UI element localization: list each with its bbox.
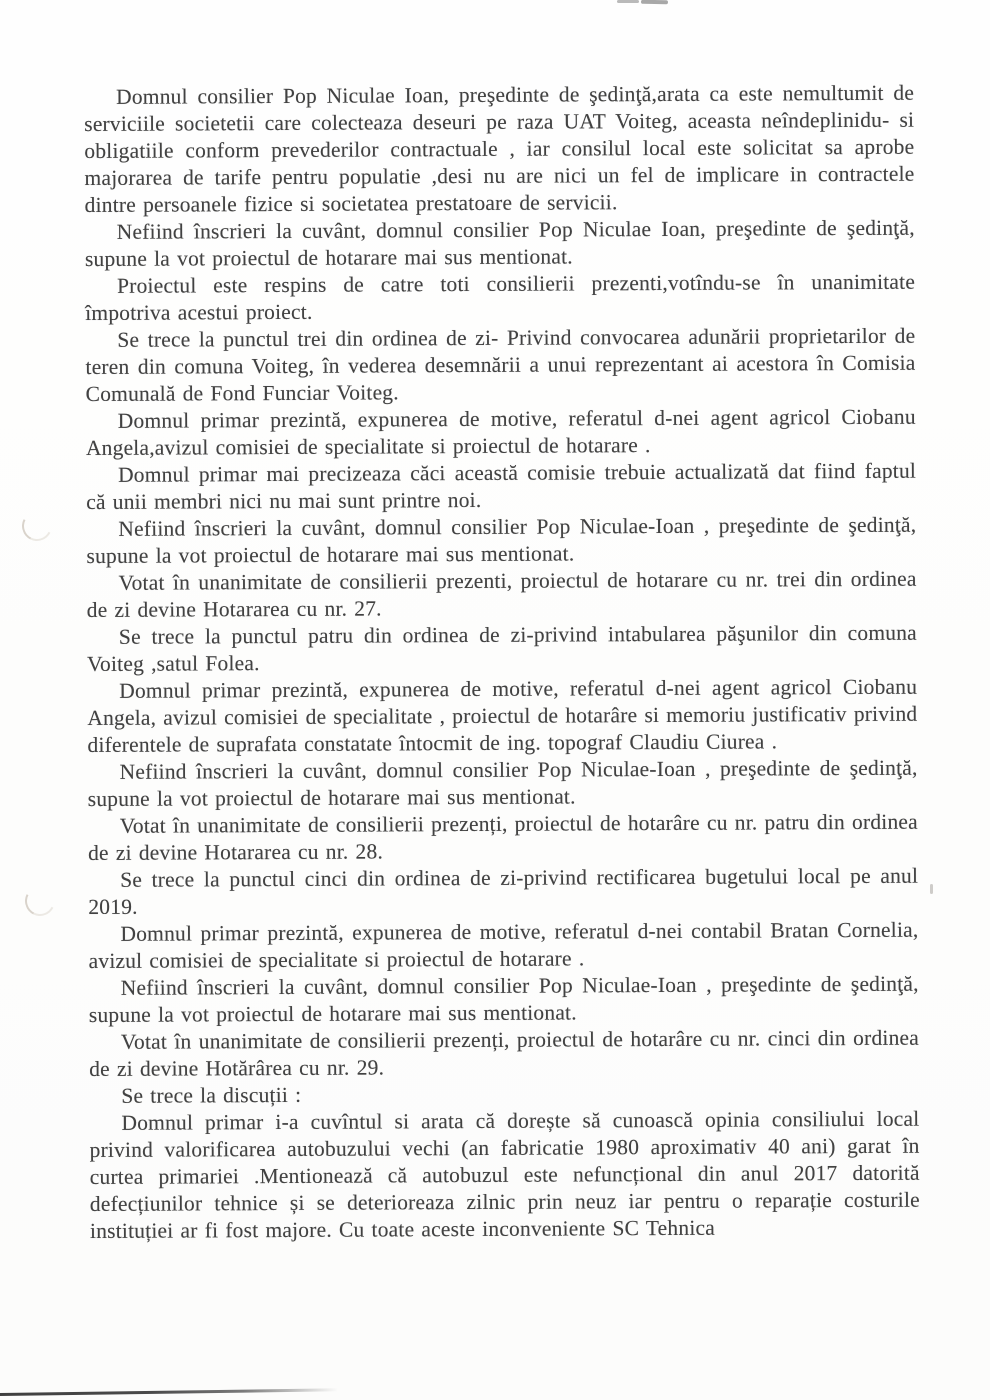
scan-smudge-top (617, 0, 639, 3)
paragraph: Votat în unanimitate de consilierii prezenți, proiectul de hotarâre cu nr. patru din ordinea de zi devine Hotararea cu nr. 28. (87, 809, 918, 865)
paragraph: Nefiind înscrieri la cuvânt, domnul consilier Pop Niculae-Ioan , preşedinte de şedinţă, supune la vot proiectul de hotarare mai sus mentionat. (88, 971, 919, 1027)
paragraph: Se trece la punctul trei din ordinea de zi- Privind convocarea adunării proprietarilor de teren din comuna Voiteg, în vederea desemnării a unui reprezentant ai acestora în Comisia Comunală de Fond Funciar Voiteg. (85, 323, 916, 406)
paragraph: Nefiind înscrieri la cuvânt, domnul consilier Pop Niculae Ioan, preşedinte de şedinţă, supune la vot proiectul de hotarare mai sus mentionat. (84, 215, 915, 271)
paragraph: Se trece la discuții : (121, 1082, 302, 1108)
paragraph: Votat în unanimitate de consilierii prezenti, proiectul de hotarare cu nr. trei din ordinea de zi devine Hotararea cu nr. 27. (86, 566, 917, 622)
paragraph: Proiectul este respins de catre toti consilierii prezenti,votîndu-se în unanimitate împotriva acestui proiect. (85, 269, 916, 325)
scan-fleck (930, 884, 933, 894)
punch-hole-mark (21, 882, 59, 920)
paragraph: Domnul primar prezintă, expunerea de motive, referatul d-nei agent agricol Ciobanu Angela,avizul comisiei de specialitate si proiectul de hotarare . (85, 404, 916, 460)
paragraph: Domnul consilier Pop Niculae Ioan, preşedinte de şedinţă,arata ca este nemultumit de serviciile societetii care colecteaza deseuri pe raza UAT Voiteg, aceasta neîndeplinidu- si obligatiile conform prevederilor contractuale , iar consilul local este solicitat sa aprobe majorarea de tarife pentru populatie ,desi nu are nici un fel de implicare in contractele dintre persoanele fizice si societatea prestatoare de servicii. (84, 80, 915, 217)
paragraph: Nefiind înscrieri la cuvânt, domnul consilier Pop Niculae-Ioan , preşedinte de şedinţă, supune la vot proiectul de hotarare mai sus mentionat. (86, 512, 917, 568)
paragraph: Se trece la punctul patru din ordinea de zi-privind intabularea păşunilor din comuna Voiteg ,satul Folea. (86, 620, 917, 676)
paragraph: Se trece la punctul cinci din ordinea de zi-privind rectificarea bugetului local pe anul 2019. (88, 863, 919, 919)
paragraph: Domnul primar i-a cuvîntul si arata că dorește să cunoască opinia consiliului local privind valorificarea autobuzului vechi (an fabricatie 1980 aproximativ 40 ani) garat în curtea primariei .Mentionează că autobuzul este nefuncțional din anul 2017 datorită defecțiunilor tehnice și se deterioreaza zilnic prin neuz iar pentru o reparație costurile instituției ar fi fost majore. Cu toate aceste inconveniente SC Tehnica (89, 1106, 920, 1243)
scan-edge-line-bottom (0, 1388, 338, 1396)
paragraph: Domnul primar prezintă, expunerea de motive, referatul d-nei contabil Bratan Cornelia, avizul comisiei de specialitate si proiectul de hotarare . (88, 917, 919, 973)
paragraph: Votat în unanimitate de consilierii prezenți, proiectul de hotarâre cu nr. cinci din ordinea de zi devine Hotărârea cu nr. 29. (89, 1025, 920, 1081)
paragraph: Domnul primar prezintă, expunerea de motive, referatul d-nei agent agricol Ciobanu Angela, avizul comisiei de specialitate , proiectul de hotarâre si memoriu justificativ privind diferentele de suprafata constatate întocmit de ing. topograf Claudiu Ciurea . (87, 674, 918, 757)
paragraph: Domnul primar mai precizeaza căci această comisie trebuie actualizată dat fiind faptul că unii membri nici nu mai sunt printre noi. (86, 458, 917, 514)
minutes-text (84, 80, 920, 1245)
punch-hole-mark (18, 507, 56, 545)
scan-smudge-top (641, 0, 668, 4)
paragraph: Nefiind înscrieri la cuvânt, domnul consilier Pop Niculae-Ioan , preşedinte de şedinţă, supune la vot proiectul de hotarare mai sus mentionat. (87, 755, 918, 811)
